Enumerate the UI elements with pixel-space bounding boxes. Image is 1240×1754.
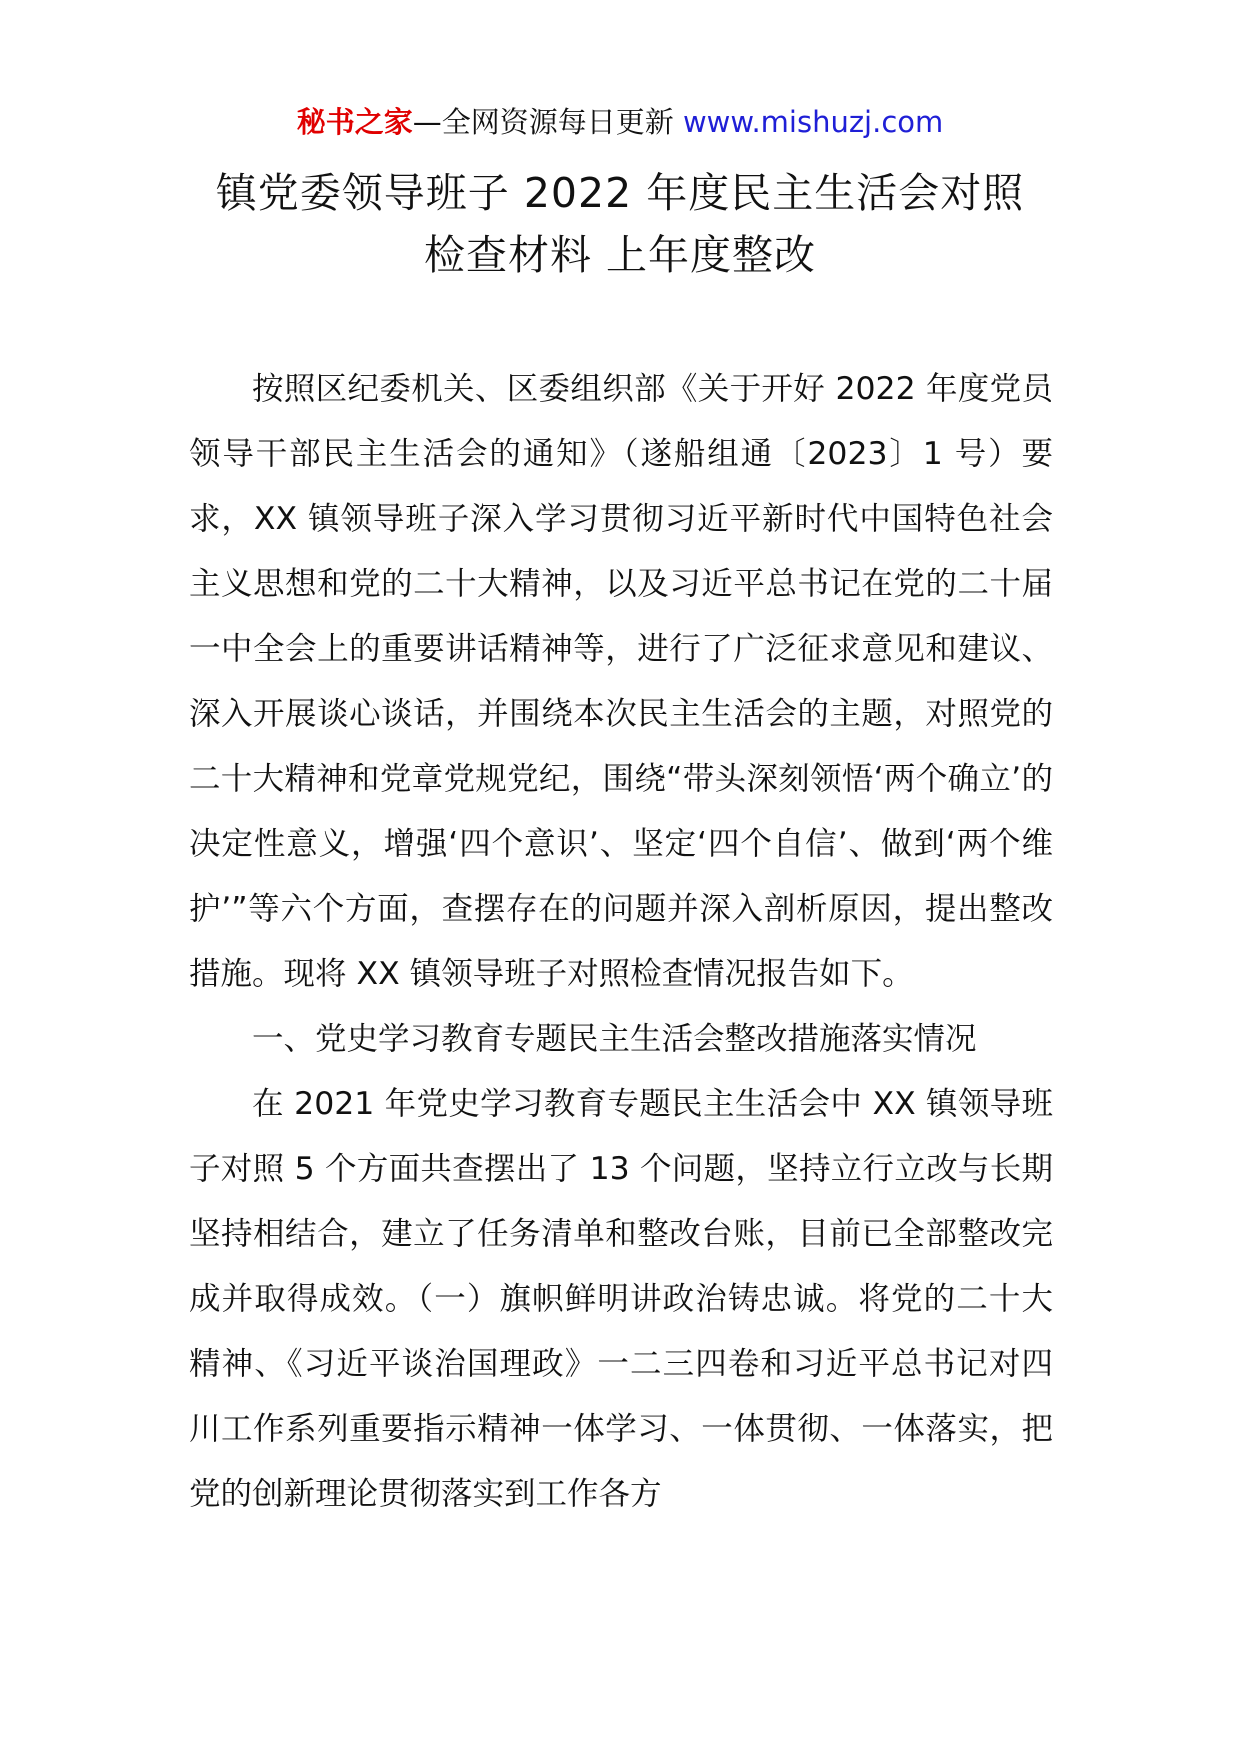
body-paragraph: 在 2021 年党史学习教育专题民主生活会中 XX 镇领导班子对照 5 个方面共查摆出了 13 个问题，坚持立行立改与长期坚持相结合，建立了任务清单和整改台账，目前已全部整改完成并取得成效。（一）旗帜鲜明讲政治铸忠诚。将党的二十大精神、《习近平谈治国理政》一二三四卷和习近平总书记对四川工作系列重要指示精神一体学习、一体贯彻、一体落实，把党的创新理论贯彻落实到工作各方 (189, 1086, 1053, 1512)
site-url-link[interactable]: www.mishuzj.com (682, 105, 944, 139)
document-title (180, 162, 1060, 286)
site-header (0, 102, 1240, 142)
intro-paragraph: 按照区纪委机关、区委组织部《关于开好 2022 年度党员领导干部民主生活会的通知》（遂船组通〔2023〕1 号）要求，XX 镇领导班子深入学习贯彻习近平新时代中国特色社会主义思想和党的二十大精神，以及习近平总书记在党的二十届一中全会上的重要讲话精神等，进行了广泛征求意见和建议、深入开展谈心谈话，并围绕本次民主生活会的主题，对照党的二十大精神和党章党规党纪，围绕“带头深刻领悟‘两个确立’的决定性意义，增强‘四个意识’、坚定‘四个自信’、做到‘两个维护’”等六个方面，查摆存在的问题并深入剖析原因，提出整改措施。现将 XX 镇领导班子对照检查情况报告如下。 (189, 371, 1053, 992)
section-heading: 一、党史学习教育专题民主生活会整改措施落实情况 (252, 1021, 977, 1057)
title-line-1: 镇党委领导班子 2022 年度民主生活会对照 (215, 169, 1025, 217)
title-line-2: 检查材料 上年度整改 (423, 231, 817, 279)
brand-name: 秘书之家 (296, 105, 413, 139)
document-body (189, 357, 1053, 1527)
header-tagline: —全网资源每日更新 (412, 105, 683, 139)
